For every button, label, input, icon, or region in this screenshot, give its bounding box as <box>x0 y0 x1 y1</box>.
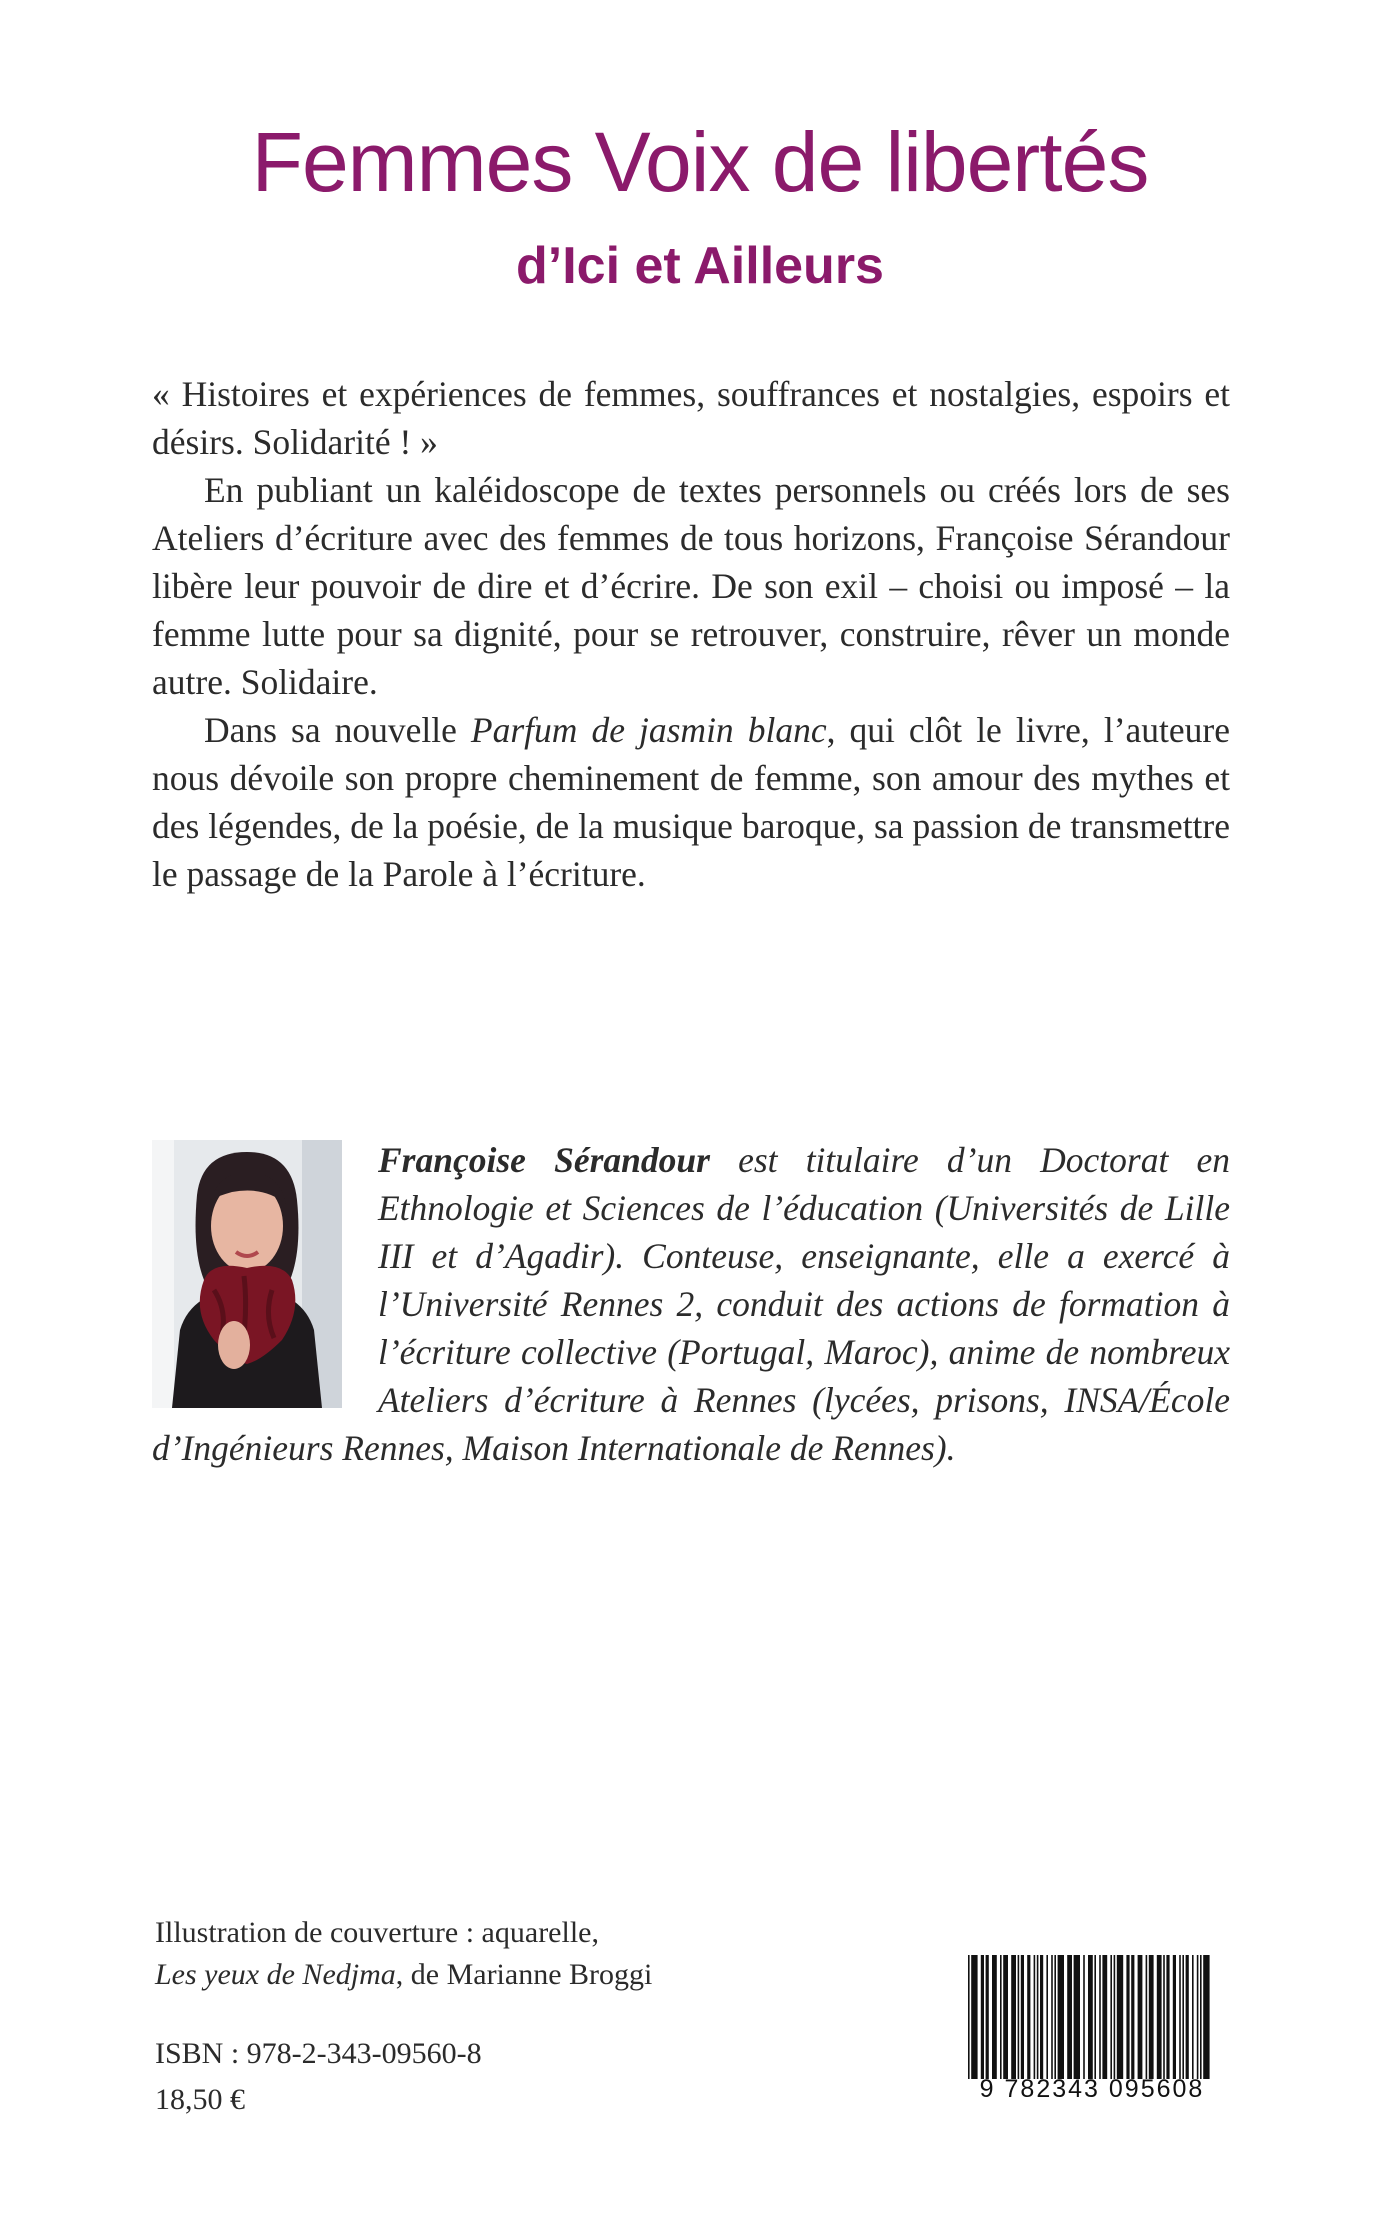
barcode-bar <box>1046 1955 1048 2079</box>
barcode-bar <box>1027 1955 1030 2079</box>
barcode-bar <box>1000 1955 1002 2079</box>
barcode-bar <box>1034 1955 1036 2079</box>
barcode-bar <box>1197 1955 1199 2079</box>
barcode-bar <box>1067 1955 1072 2079</box>
barcode-bar <box>1110 1955 1112 2079</box>
barcode-bar <box>1203 1955 1209 2079</box>
credit-line-1: Illustration de couverture : aquarelle, <box>155 1916 599 1949</box>
barcode-bar <box>1088 1955 1093 2079</box>
barcode-bar <box>1126 1955 1129 2079</box>
barcode-bar <box>971 1955 977 2079</box>
barcode-bars <box>966 1955 1216 2079</box>
novella-title: Parfum de jasmin blanc <box>470 710 827 750</box>
barcode-digits: 9 782343 095608 <box>979 2075 1205 2103</box>
barcode-bar <box>1131 1955 1134 2079</box>
barcode-bar <box>1099 1955 1101 2079</box>
barcode-bar <box>1149 1955 1154 2079</box>
blurb-paragraph-1: En publiant un kaléidoscope de textes personnels ou créés lors de ses Ateliers d’écriture avec des femmes de tous horizons, Françoise Sérandour libère leur pouvoir de dire et d’écrire. De son exil – choisi ou imposé – la femme lutte pour sa dignité, pour se retrouver, construire, rêver un monde autre. Solidaire. <box>152 470 1230 702</box>
blurb-text-before: Dans sa nouvelle <box>204 710 471 750</box>
book-title: Femmes Voix de libertés <box>251 115 1149 209</box>
barcode-bar <box>1186 1955 1189 2079</box>
barcode-bar <box>1021 1955 1024 2079</box>
cover-illustration-credit <box>155 1912 652 1996</box>
author-bio <box>152 1136 1230 1472</box>
book-subtitle: d’Ici et Ailleurs <box>516 237 884 295</box>
barcode-bar <box>1040 1955 1043 2079</box>
artwork-title: Les yeux de Nedjma <box>155 1958 396 1991</box>
barcode-bar <box>1179 1955 1181 2079</box>
barcode-bar <box>1083 1955 1085 2079</box>
bio-text: est titulaire d’un Doctorat en Ethnologie et Sciences de l’éducation (Universités de Lille III et d’Agadir). Conteuse, enseignante, elle a exercé à l’Université Rennes 2, conduit des actions de formation à l’écriture collective (Portugal, Maroc), anime de nombreux Ateliers d’écriture à Rennes (lycées, prisons, INSA/École d’Ingénieurs Rennes, Maison Internationale de Rennes). <box>152 1140 1230 1468</box>
barcode-bar <box>1146 1955 1148 2079</box>
isbn-barcode <box>956 1955 1228 2115</box>
barcode-bar <box>986 1955 989 2079</box>
barcode-bar <box>1182 1955 1184 2079</box>
barcode-bar <box>1094 1955 1096 2079</box>
barcode-bar <box>1003 1955 1008 2079</box>
barcode-bar <box>1166 1955 1169 2079</box>
barcode-bar <box>968 1955 970 2079</box>
blurb-text-after: , qui clôt le livre, l’auteure nous dévoile son propre cheminement de femme, son amour des mythes et des légendes, de la poésie, de la musique baroque, sa passion de transmettre le passage de la Parole à l’écriture. <box>152 710 1230 894</box>
barcode-bar <box>1117 1955 1123 2079</box>
barcode-bar <box>1074 1955 1080 2079</box>
isbn-number: ISBN : 978-2-343-09560-8 <box>155 2037 482 2070</box>
barcode-bar <box>1163 1955 1165 2079</box>
barcode-bar <box>1173 1955 1176 2079</box>
barcode-bar <box>1054 1955 1056 2079</box>
barcode-bar <box>1037 1955 1039 2079</box>
bio-author-name: Françoise Sérandour <box>378 1140 710 1180</box>
barcode-bar <box>1157 1955 1162 2079</box>
barcode-bar <box>1200 1955 1202 2079</box>
blurb-quote: « Histoires et expériences de femmes, souffrances et nostalgies, espoirs et désirs. Solidarité ! » <box>152 374 1230 462</box>
barcode-bar <box>1114 1955 1116 2079</box>
credit-line-2 <box>155 1954 652 1996</box>
barcode-bar <box>1018 1955 1020 2079</box>
author-photo <box>152 1140 342 1408</box>
barcode-bar <box>1102 1955 1107 2079</box>
barcode-bar <box>1138 1955 1143 2079</box>
barcode-bar <box>981 1955 984 2079</box>
back-cover-blurb <box>152 370 1230 898</box>
barcode-bar <box>1058 1955 1064 2079</box>
blurb-paragraph-2 <box>152 706 1230 898</box>
artist-name: , de Marianne Broggi <box>395 1958 653 1991</box>
barcode-bar <box>1051 1955 1053 2079</box>
barcode-bar <box>1011 1955 1016 2079</box>
barcode-bar <box>1192 1955 1194 2079</box>
price: 18,50 € <box>155 2083 245 2116</box>
barcode-bar <box>992 1955 997 2079</box>
